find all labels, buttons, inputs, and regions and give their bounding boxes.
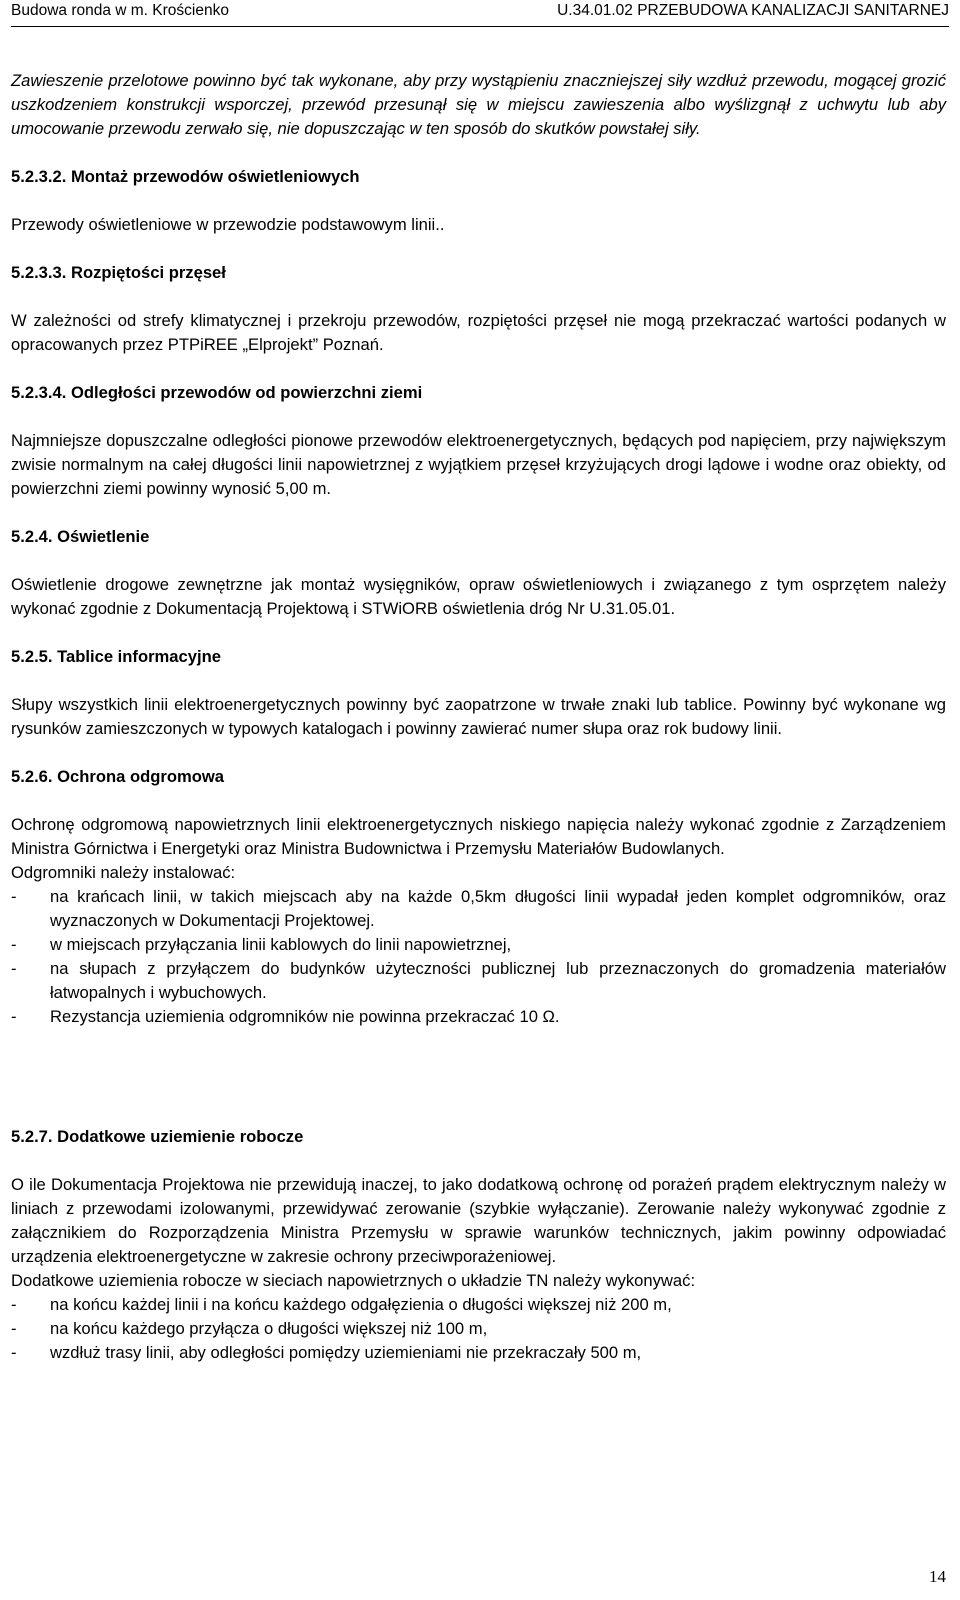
- dash-bullet: -: [11, 959, 17, 978]
- section-paragraph: O ile Dokumentacja Projektowa nie przewidują inaczej, to jako dodatkową ochronę od porażeń prądem elektrycznym należy w liniach z przewodami izolowanymi, przewidywać zerowanie (szybkie wyłączanie). Zerowanie należy wykonywać zgodnie z załącznikiem do Rozporządzenia Ministra Przemysłu w sprawie warunków technicznych, jakim powinny odpowiadać urządzenia elektroenergetyczne w zakresie ochrony przeciwporażeniowej.: [11, 1175, 946, 1266]
- dash-bullet: -: [11, 1319, 17, 1338]
- section-paragraph: W zależności od strefy klimatycznej i przekroju przewodów, rozpiętości przęseł nie mogą przekraczać wartości podanych w opracowanych przez PTPiREE „Elprojekt” Poznań.: [11, 311, 946, 354]
- section-heading: 5.2.5. Tablice informacyjne: [11, 647, 221, 666]
- list-item: - wzdłuż trasy linii, aby odległości pomiędzy uziemieniami nie przekraczały 500 m,: [11, 1341, 946, 1365]
- dash-bullet: -: [11, 1007, 17, 1026]
- dash-bullet: -: [11, 1295, 17, 1314]
- header-right: U.34.01.02 PRZEBUDOWA KANALIZACJI SANITARNEJ: [557, 2, 949, 19]
- section-paragraph: Słupy wszystkich linii elektroenergetycznych powinny być zaopatrzone w trwałe znaki lub tablice. Powinny być wykonane wg rysunków zamieszczonych w typowych katalogach i powinny zawierać numer słupa oraz rok budowy linii.: [11, 695, 946, 738]
- section-paragraph: Odgromniki należy instalować:: [11, 863, 236, 882]
- section-heading: 5.2.4. Oświetlenie: [11, 527, 150, 546]
- section-heading: 5.2.3.4. Odległości przewodów od powierzchni ziemi: [11, 383, 423, 402]
- section-paragraph: Najmniejsze dopuszczalne odległości pionowe przewodów elektroenergetycznych, będących pod napięciem, przy największym zwisie normalnym na całej długości linii napowietrznej z wyjątkiem przęseł krzyżujących drogi lądowe i wodne oraz obiekty, od powierzchni ziemi powinny wynosić 5,00 m.: [11, 431, 946, 498]
- list-item: - w miejscach przyłączania linii kablowych do linii napowietrznej,: [11, 933, 946, 957]
- section-paragraph: Dodatkowe uziemienia robocze w sieciach napowietrznych o układzie TN należy wykonywać:: [11, 1271, 696, 1290]
- dash-bullet: -: [11, 1343, 17, 1362]
- section-paragraph: Przewody oświetleniowe w przewodzie podstawowym linii..: [11, 215, 445, 234]
- page-number: 14: [929, 1567, 946, 1586]
- list-item: - na słupach z przyłączem do budynków użyteczności publicznej lub przeznaczonych do gromadzenia materiałów łatwopalnych i wybuchowych.: [11, 959, 946, 1002]
- list-item: - na końcu każdego przyłącza o długości większej niż 100 m,: [11, 1317, 946, 1341]
- list-item: - na końcu każdej linii i na końcu każdego odgałęzienia o długości większej niż 200 m,: [11, 1293, 946, 1317]
- section-paragraph: Oświetlenie drogowe zewnętrzne jak montaż wysięgników, opraw oświetleniowych i związanego z tym osprzętem należy wykonać zgodnie z Dokumentacją Projektową i STWiORB oświetlenia dróg Nr U.31.05.01.: [11, 575, 946, 618]
- page-header: [11, 0, 949, 27]
- document-body: [11, 69, 946, 1365]
- intro-paragraph: Zawieszenie przelotowe powinno być tak wykonane, aby przy wystąpieniu znaczniejszej siły wzdłuż przewodu, mogącej grozić uszkodzeniem konstrukcji wsporczej, przewód przesunął się w miejscu zawieszenia albo wyślizgnął z uchwytu lub aby umocowanie przewodu zerwało się, nie dopuszczając w ten sposób do skutków powstałej siły.: [11, 71, 946, 138]
- list-item: - Rezystancja uziemienia odgromników nie powinna przekraczać 10 Ω.: [11, 1005, 946, 1029]
- section-paragraph: Ochronę odgromową napowietrznych linii elektroenergetycznych niskiego napięcia należy wykonać zgodnie z Zarządzeniem Ministra Górnictwa i Energetyki oraz Ministra Budownictwa i Przemysłu Materiałów Budowlanych.: [11, 815, 946, 858]
- section-heading: 5.2.3.2. Montaż przewodów oświetleniowych: [11, 167, 360, 186]
- section-heading: 5.2.3.3. Rozpiętości przęseł: [11, 263, 226, 282]
- section-heading: 5.2.6. Ochrona odgromowa: [11, 767, 224, 786]
- dash-bullet: -: [11, 887, 17, 906]
- section-heading: 5.2.7. Dodatkowe uziemienie robocze: [11, 1127, 304, 1146]
- header-left: Budowa ronda w m. Krościenko: [11, 2, 229, 19]
- bullet-list: [11, 1293, 946, 1365]
- list-item: - na krańcach linii, w takich miejscach aby na każde 0,5km długości linii wypadał jeden komplet odgromników, oraz wyznaczonych w Dokumentacji Projektowej.: [11, 887, 946, 930]
- bullet-list: [11, 885, 946, 1029]
- dash-bullet: -: [11, 935, 17, 954]
